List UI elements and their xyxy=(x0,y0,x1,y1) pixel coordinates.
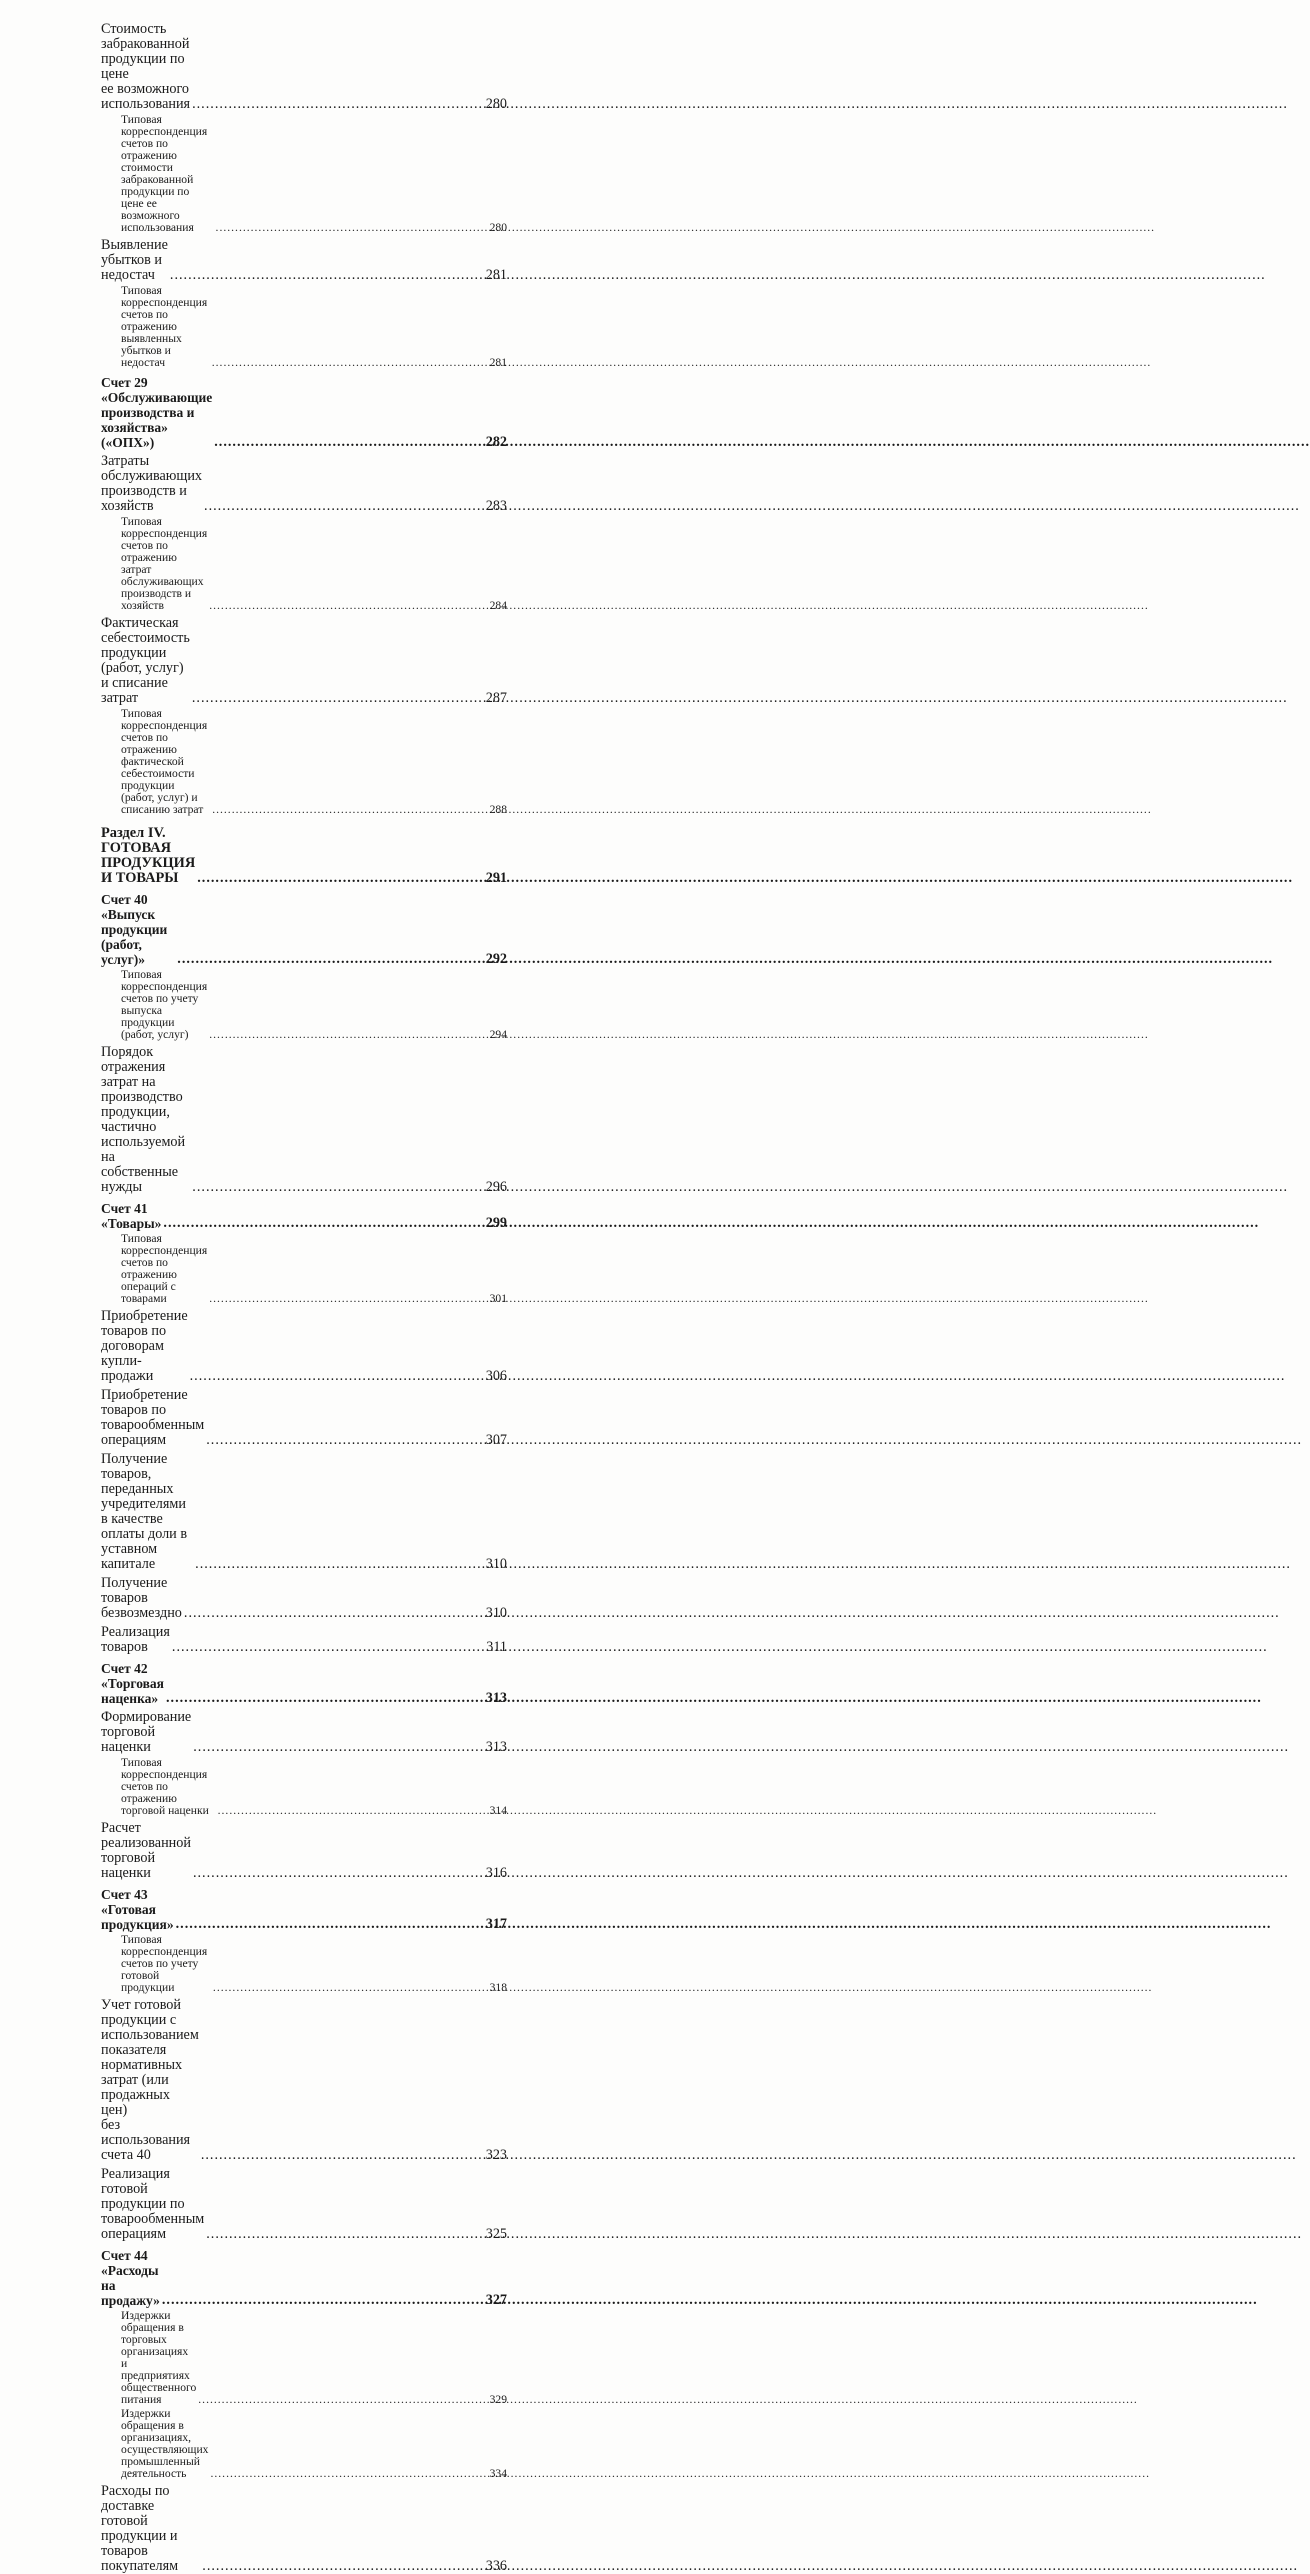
toc-entry xyxy=(101,2310,507,2406)
toc-entry xyxy=(101,1934,507,1994)
toc-entry xyxy=(101,2408,507,2480)
toc-page-number: 334 xyxy=(489,2467,507,2480)
leader-dots xyxy=(201,2148,484,2163)
toc-entry xyxy=(101,1309,507,1384)
leader-dots xyxy=(206,2227,483,2242)
toc-page-number: 294 xyxy=(489,1028,507,1041)
toc-entry-title: Учет готовой продукции с использованием показателя нормативных затрат (или продажных цен) без использования счета 40 xyxy=(101,1997,199,2163)
leader-dots xyxy=(162,2293,484,2308)
toc-entry-title: Формирование торговой наценки xyxy=(101,1709,192,1755)
toc-page-number: 323 xyxy=(485,2147,507,2163)
leader-dots xyxy=(176,1917,484,1932)
toc-page-number: 313 xyxy=(485,1739,507,1755)
leader-dots xyxy=(190,1369,484,1384)
toc-entry-title: Раздел IV. ГОТОВАЯ ПРОДУКЦИЯ И ТОВАРЫ xyxy=(101,825,196,886)
toc-entry xyxy=(101,1661,507,1706)
leader-dots xyxy=(210,2468,487,2480)
toc-entry-title: Издержки обращения в торговых организациях и предприятиях общественного питания xyxy=(121,2309,197,2406)
toc-page-number: 299 xyxy=(485,1215,507,1231)
toc-entry xyxy=(101,1998,507,2163)
toc-page-number: 301 xyxy=(489,1292,507,1305)
toc-entry-title: Типовая корреспонденция счетов по отражению затрат обслуживающих производств и хозяйств xyxy=(121,515,208,612)
toc-entry xyxy=(101,1757,507,1817)
toc-entry xyxy=(101,516,507,612)
toc-entry-title: Фактическая себестоимость продукции (работ, услуг) и списание затрат xyxy=(101,615,190,706)
toc-entry-title: Счет 41 «Товары» xyxy=(101,1201,162,1231)
toc-entry xyxy=(101,2248,507,2308)
toc-page-number: 292 xyxy=(485,951,507,967)
toc-page-number: 306 xyxy=(485,1368,507,1384)
leader-dots xyxy=(195,1557,484,1572)
toc-page-number: 288 xyxy=(489,803,507,816)
toc-page-number: 282 xyxy=(485,434,507,450)
toc-entry xyxy=(101,1887,507,1932)
leader-dots xyxy=(198,2394,487,2406)
leader-dots xyxy=(218,1805,488,1817)
toc-entry xyxy=(101,1045,507,1195)
toc-entry-title: Затраты обслуживающих производств и хозяйств xyxy=(101,453,203,514)
leader-dots xyxy=(209,1293,487,1305)
toc-entry-title: Счет 43 «Готовая продукция» xyxy=(101,1887,174,1932)
leader-dots xyxy=(212,357,488,369)
leader-dots xyxy=(213,1982,488,1994)
leader-dots xyxy=(206,1433,483,1448)
toc-entry xyxy=(101,1821,507,1881)
toc-page-number: 281 xyxy=(489,356,507,369)
toc-page-number: 317 xyxy=(485,1916,507,1932)
toc-entry xyxy=(101,616,507,706)
toc-entry-title: Типовая корреспонденция счетов по учету выпуска продукции (работ, услуг) xyxy=(121,968,208,1041)
toc-entry xyxy=(101,1576,507,1621)
toc-page-number: 336 xyxy=(485,2558,507,2574)
leader-dots xyxy=(204,499,484,514)
toc-entry-title: Реализация товаров xyxy=(101,1624,170,1655)
toc-entry xyxy=(101,454,507,514)
toc-page-number: 281 xyxy=(485,267,507,283)
toc-entry xyxy=(101,1452,507,1572)
toc-entry-title: Типовая корреспонденция счетов по отражению выявленных убытков и недостач xyxy=(121,284,208,369)
toc-entry xyxy=(101,1710,507,1755)
toc-entry-title: Типовая корреспонденция счетов по отражению торговой наценки xyxy=(121,1756,209,1817)
leader-dots xyxy=(184,1606,484,1621)
toc-entry xyxy=(101,2484,507,2574)
leader-dots xyxy=(170,268,484,283)
toc-entry-title: Расчет реализованной торговой наценки xyxy=(101,1820,191,1881)
toc-entry-title: Счет 44 «Расходы на продажу» xyxy=(101,2248,160,2308)
leader-dots xyxy=(192,691,484,706)
toc-page-number: 318 xyxy=(489,1981,507,1994)
leader-dots xyxy=(214,435,483,450)
leader-dots xyxy=(177,952,483,967)
leader-dots xyxy=(216,222,488,234)
toc-entry-title: Приобретение товаров по договорам купли-продажи xyxy=(101,1308,188,1384)
toc-entry xyxy=(101,375,507,450)
toc-page-number: 283 xyxy=(485,498,507,514)
toc-page-number: 296 xyxy=(485,1179,507,1195)
leader-dots xyxy=(192,1180,483,1195)
toc-page-number: 311 xyxy=(486,1639,507,1655)
leader-dots xyxy=(209,600,487,612)
toc-page-number: 313 xyxy=(485,1690,507,1706)
toc-entry xyxy=(101,2167,507,2242)
leader-dots xyxy=(192,97,484,112)
toc-entry xyxy=(101,1388,507,1448)
toc-page-number: 316 xyxy=(485,1865,507,1881)
toc-page-number: 280 xyxy=(489,221,507,234)
toc-entry-title: Типовая корреспонденция счетов по отражению фактической себестоимости продукции (работ, услуг) и списанию затрат xyxy=(121,707,208,816)
toc-page-number: 327 xyxy=(485,2292,507,2308)
toc-entry xyxy=(101,22,507,112)
toc-entry xyxy=(101,1201,507,1231)
toc-page-number: 325 xyxy=(485,2226,507,2242)
toc-entry-title: Типовая корреспонденция счетов по отражению операций с товарами xyxy=(121,1232,208,1305)
table-of-contents xyxy=(101,18,507,2574)
leader-dots xyxy=(202,2559,483,2574)
toc-entry-title: Выявление убытков и недостач xyxy=(101,237,168,283)
toc-entry-title: Порядок отражения затрат на производство продукции, частично используемой на собственные нужды xyxy=(101,1044,186,1195)
leader-dots xyxy=(193,1740,483,1755)
toc-page-number: 291 xyxy=(485,870,507,886)
toc-page-number: 284 xyxy=(489,599,507,612)
toc-page-number: 307 xyxy=(485,1432,507,1448)
leader-dots xyxy=(197,871,484,886)
toc-entry-title: Реализация готовой продукции по товарообменным операциям xyxy=(101,2166,205,2242)
toc-entry-title: Стоимость забракованной продукции по цене ее возможного использования xyxy=(101,21,191,112)
toc-entry-title: Приобретение товаров по товарообменным операциям xyxy=(101,1387,205,1448)
toc-entry xyxy=(101,114,507,234)
toc-entry xyxy=(101,969,507,1041)
toc-page-number: 314 xyxy=(489,1804,507,1817)
toc-entry-title: Получение товаров безвозмездно xyxy=(101,1575,182,1621)
toc-entry xyxy=(101,1233,507,1305)
leader-dots xyxy=(163,1216,483,1231)
toc-entry-title: Издержки обращения в организациях, осуществляющих промышленный деятельность xyxy=(121,2407,209,2480)
toc-page-number: 310 xyxy=(485,1556,507,1572)
leader-dots xyxy=(212,804,487,816)
toc-entry xyxy=(101,285,507,369)
toc-entry xyxy=(101,892,507,967)
toc-entry xyxy=(101,1625,507,1655)
toc-entry-title: Типовая корреспонденция счетов по отражению стоимости забракованной продукции по цене ее возможного использования xyxy=(121,113,208,234)
toc-entry-title: Расходы по доставке готовой продукции и товаров покупателям xyxy=(101,2483,179,2574)
toc-page-number: 329 xyxy=(489,2393,507,2406)
toc-entry-title: Счет 29 «Обслуживающие производства и хозяйства» («ОПХ») xyxy=(101,375,213,450)
toc-entry-title: Получение товаров, переданных учредителями в качестве оплаты доли в уставном капитале xyxy=(101,1451,188,1572)
leader-dots xyxy=(193,1866,484,1881)
toc-entry xyxy=(101,238,507,283)
leader-dots xyxy=(166,1691,484,1706)
toc-entry xyxy=(101,708,507,816)
toc-entry-title: Счет 40 «Выпуск продукции (работ, услуг)» xyxy=(101,892,168,967)
leader-dots xyxy=(172,1640,484,1655)
toc-entry-title: Счет 42 «Торговая наценка» xyxy=(101,1661,164,1706)
toc-page-number: 310 xyxy=(485,1605,507,1621)
leader-dots xyxy=(209,1029,487,1041)
toc-page-number: 287 xyxy=(485,690,507,706)
toc-entry xyxy=(101,826,507,886)
toc-entry-title: Типовая корреспонденция счетов по учету готовой продукции xyxy=(121,1933,208,1994)
toc-page-number: 280 xyxy=(485,96,507,112)
